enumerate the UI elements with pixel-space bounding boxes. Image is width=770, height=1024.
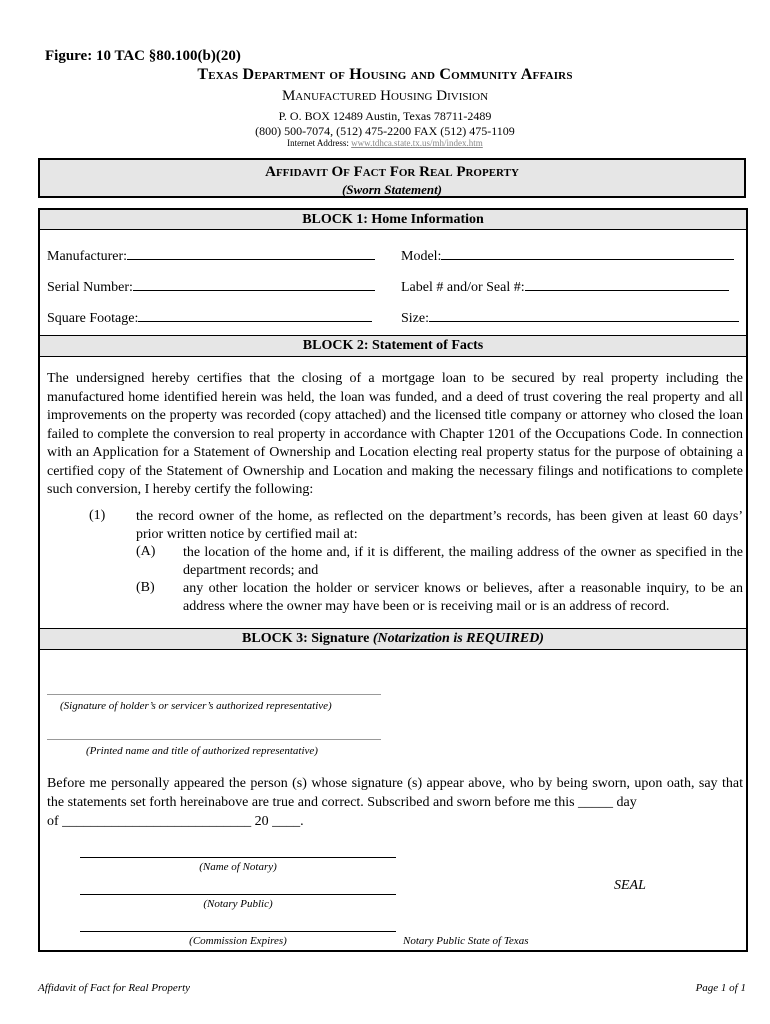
manufacturer-label: Manufacturer: (47, 249, 128, 264)
serial-number-label: Serial Number: (47, 280, 133, 295)
footer-page-number: Page 1 of 1 (695, 982, 746, 994)
block3-header (40, 628, 746, 650)
commission-expires-label: (Commission Expires) (189, 935, 287, 947)
form-title-box (38, 158, 746, 198)
notary-public-line[interactable] (80, 894, 396, 895)
block1-header: BLOCK 1: Home Information (40, 210, 746, 230)
item-a-number: (A) (136, 544, 156, 559)
form-title: Affidavit Of Fact For Real Property (265, 164, 519, 180)
serial-number-input-line[interactable] (133, 276, 375, 291)
seal-label: SEAL (614, 878, 646, 893)
square-footage-label: Square Footage: (47, 311, 139, 326)
item-b-text: any other location the holder or servicer knows or believes, after a reasonable inquiry, to be an address where the owner may have been or is receiving mail or is an address of record. (183, 581, 743, 614)
printed-name-line[interactable] (47, 739, 381, 740)
internet-address-label: Internet Address: (287, 138, 352, 148)
manufacturer-input-line[interactable] (127, 245, 375, 260)
mailing-address: P. O. BOX 12489 Austin, Texas 78711-2489 (278, 109, 492, 123)
statement-paragraph: The undersigned hereby certifies that the closing of a mortgage loan to be secured by real property including the manufactured home identified herein was held, the loan was funded, and a deed of trust covering the real property and all improvements on the property was recorded (copy attached) and the licensed title company or attorney who closed the loan failed to complete the conversion to real property in accordance with Chapter 1201 of the Occupations Code. In connection with an Application for a Statement of Ownership and Location electing real property status for the purpose of obtaining a certified copy of the Statement of Ownership and Location and making the necessary filings and notifications to complete such conversion, I hereby certify the following: (47, 371, 743, 497)
item-1-number: (1) (89, 508, 106, 523)
model-field[interactable] (401, 245, 734, 265)
item-a-text: the location of the home and, if it is different, the mailing address of the owner as specified in the department records; and (183, 545, 743, 578)
square-footage-input-line[interactable] (138, 307, 372, 322)
form-body (38, 208, 748, 952)
block3-header-label: BLOCK 3: Signature (242, 631, 373, 646)
label-seal-input-line[interactable] (525, 276, 729, 291)
size-label: Size: (401, 311, 429, 326)
sworn-statement-date: of ___________________________ 20 ____. (47, 814, 304, 829)
signature-line[interactable] (47, 694, 381, 695)
internet-address (0, 138, 770, 148)
serial-number-field[interactable] (47, 276, 375, 296)
square-footage-field[interactable] (47, 307, 372, 327)
notary-state-label: Notary Public State of Texas (403, 935, 529, 947)
agency-name: Texas Department of Housing and Community Affairs (197, 66, 573, 83)
block3-header-note: (Notarization is REQUIRED) (372, 631, 544, 646)
model-label: Model: (401, 249, 442, 264)
form-subtitle: (Sworn Statement) (341, 182, 443, 197)
notary-name-line[interactable] (80, 857, 396, 858)
notary-public-label: (Notary Public) (203, 898, 273, 910)
model-input-line[interactable] (441, 245, 734, 260)
notary-name-label: (Name of Notary) (199, 861, 277, 873)
printed-name-label: (Printed name and title of authorized representative) (86, 745, 318, 757)
size-field[interactable] (401, 307, 739, 327)
label-seal-field[interactable] (401, 276, 729, 296)
item-b-number: (B) (136, 580, 155, 595)
sworn-statement: Before me personally appeared the person (s) whose signature (s) appear above, who by being sworn, upon oath, say that the statements set forth hereinabove are true and correct. Subscribed and sworn before me this _____ day (47, 776, 743, 810)
block2-header: BLOCK 2: Statement of Facts (40, 335, 746, 357)
item-1-text: the record owner of the home, as reflected on the department’s records, has been given at least 60 days’ prior written notice by certified mail at: (136, 509, 743, 542)
signature-label: (Signature of holder’s or servicer’s authorized representative) (60, 700, 332, 712)
footer-form-name: Affidavit of Fact for Real Property (38, 982, 191, 994)
manufacturer-field[interactable] (47, 245, 375, 265)
size-input-line[interactable] (429, 307, 739, 322)
division-name: Manufactured Housing Division (281, 88, 489, 104)
commission-expires-line[interactable] (80, 931, 396, 932)
internet-address-link[interactable]: www.tdhca.state.tx.us/mh/index.htm (351, 138, 483, 148)
label-seal-label: Label # and/or Seal #: (401, 280, 525, 295)
phone-fax: (800) 500-7074, (512) 475-2200 FAX (512) 475-1109 (255, 124, 515, 138)
figure-reference: Figure: 10 TAC §80.100(b)(20) (45, 48, 241, 64)
